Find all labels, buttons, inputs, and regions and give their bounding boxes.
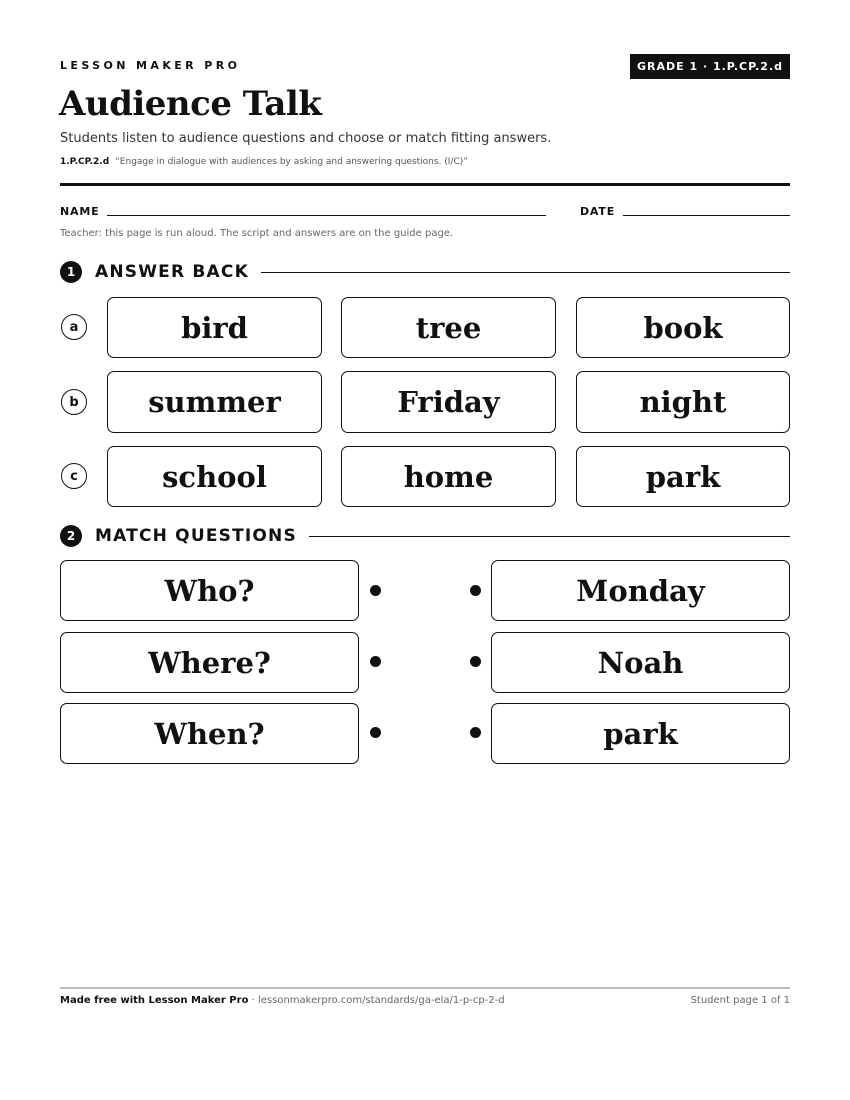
question-card-where[interactable]: Where? [60, 632, 359, 693]
row-letter-a: a [61, 314, 87, 340]
match-dot-left[interactable] [370, 585, 381, 596]
match-dot-right[interactable] [470, 585, 481, 596]
section-title: ANSWER BACK [95, 262, 249, 282]
section-number-badge: 2 [60, 525, 82, 547]
page-title: Audience Talk [59, 84, 322, 124]
brand-name: LESSON MAKER PRO [60, 59, 241, 72]
answer-card-park[interactable]: park [491, 703, 790, 764]
answer-card-monday[interactable]: Monday [491, 560, 790, 621]
section-divider [309, 536, 790, 537]
date-label: DATE [580, 205, 616, 218]
footer-page-number: Student page 1 of 1 [690, 995, 790, 1006]
section-answer-back-heading [60, 261, 790, 283]
question-card-when[interactable]: When? [60, 703, 359, 764]
answer-option-card[interactable]: summer [107, 371, 322, 433]
section-number-badge: 1 [60, 261, 82, 283]
answer-option-card[interactable]: tree [341, 297, 556, 358]
page-subtitle: Students listen to audience questions and choose or match fitting answers. [60, 131, 552, 146]
section-title: MATCH QUESTIONS [95, 526, 297, 546]
name-field[interactable] [107, 215, 546, 216]
match-dot-right[interactable] [470, 656, 481, 667]
section-divider [261, 272, 790, 273]
match-dot-right[interactable] [470, 727, 481, 738]
answer-option-card[interactable]: night [576, 371, 790, 433]
footer-separator: · [248, 995, 258, 1006]
footer-url[interactable]: lessonmakerpro.com/standards/ga-ela/1-p-cp-2-d [257, 995, 505, 1006]
answer-option-card[interactable]: book [576, 297, 790, 358]
row-letter-c: c [61, 463, 87, 489]
answer-option-card[interactable]: school [107, 446, 322, 507]
header-divider [60, 183, 790, 186]
footer-divider [60, 987, 790, 989]
answer-card-noah[interactable]: Noah [491, 632, 790, 693]
row-letter-b: b [61, 389, 87, 415]
grade-badge: GRADE 1 · 1.P.CP.2.d [630, 54, 790, 79]
answer-option-card[interactable]: bird [107, 297, 322, 358]
footer-made-with: Made free with Lesson Maker Pro [60, 995, 249, 1006]
question-card-who[interactable]: Who? [60, 560, 359, 621]
teacher-note: Teacher: this page is run aloud. The script and answers are on the guide page. [60, 228, 454, 239]
footer-credit [60, 995, 505, 1006]
answer-option-card[interactable]: home [341, 446, 556, 507]
standard-line [60, 157, 468, 167]
standard-text: “Engage in dialogue with audiences by asking and answering questions. (I/C)” [115, 157, 468, 167]
answer-option-card[interactable]: Friday [341, 371, 556, 433]
answer-option-card[interactable]: park [576, 446, 790, 507]
section-match-questions-heading [60, 525, 790, 547]
match-dot-left[interactable] [370, 656, 381, 667]
date-field[interactable] [623, 215, 790, 216]
name-label: NAME [60, 205, 100, 218]
match-dot-left[interactable] [370, 727, 381, 738]
standard-code: 1.P.CP.2.d [60, 157, 110, 167]
